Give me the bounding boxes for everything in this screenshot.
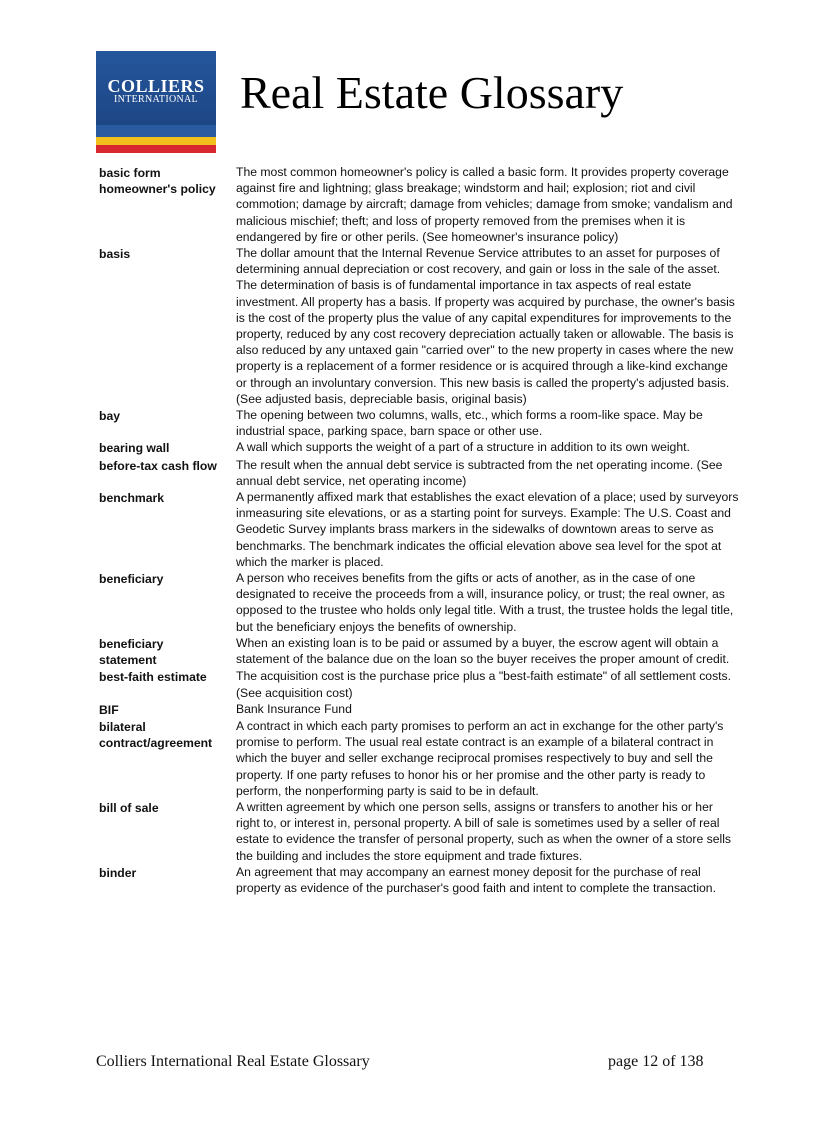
glossary-term: bearing wall	[99, 441, 170, 456]
glossary-entry	[99, 489, 739, 570]
logo-stripe-yellow	[96, 137, 216, 145]
glossary-definition: When an existing loan is to be paid or assumed by a buyer, the escrow agent will obtain a statement of the balance due on the loan so the buyer receives the proper amount of credit.	[236, 635, 730, 667]
glossary-term: bay	[99, 409, 121, 424]
glossary-list	[99, 164, 739, 896]
glossary-term: benchmark	[99, 491, 165, 506]
glossary-entry	[99, 864, 739, 896]
glossary-term: beneficiary statement	[99, 636, 164, 668]
logo-wordmark: COLLIERS	[107, 76, 205, 96]
glossary-definition: The result when the annual debt service is subtracted from the net operating income. (See annual debt service, net operating income)	[236, 457, 723, 488]
glossary-term: beneficiary	[99, 572, 164, 587]
glossary-definition: An agreement that may accompany an earnest money deposit for the purchase of real property as evidence of the purchaser's good faith and intent to complete the transaction.	[236, 864, 716, 895]
glossary-definition: A wall which supports the weight of a part of a structure in addition to its own weight.	[236, 440, 690, 455]
glossary-term: bilateral contract/agreement	[99, 719, 213, 751]
logo-subtitle: INTERNATIONAL	[114, 94, 198, 105]
glossary-entry	[99, 439, 739, 456]
glossary-definition: A person who receives benefits from the gifts or acts of another, as in the case of one designated to receive the proceeds from a will, insurance policy, or trust; the real owner, as opposed to the trustee who holds only legal title. With a trust, the trustee holds the legal title, but the beneficiary enjoys the benefits of ownership.	[236, 571, 734, 634]
glossary-entry	[99, 701, 739, 718]
glossary-term: before-tax cash flow	[99, 458, 217, 473]
glossary-term: basis	[99, 247, 131, 262]
glossary-definition: A written agreement by which one person sells, assigns or transfers to another his or her right to, or interest in, personal property. A bill of sale is sometimes used by a seller of real estate to evidence the transfer of personal property, such as when the owner of a store sells the building and includes the store equipment and trade fixtures.	[236, 799, 731, 863]
glossary-entry	[99, 407, 739, 439]
glossary-entry	[99, 457, 739, 489]
footer-page-number: page 12 of 138	[608, 1053, 704, 1070]
glossary-term: bill of sale	[99, 800, 159, 815]
glossary-definition: The opening between two columns, walls, etc., which forms a room-like space. May be industrial space, parking space, barn space or other use.	[236, 408, 703, 439]
logo-stripe-red	[96, 145, 216, 153]
glossary-term: best-faith estimate	[99, 670, 207, 685]
glossary-entry	[99, 245, 739, 407]
logo-stripe-blue	[96, 125, 216, 137]
glossary-term: basic form homeowner's policy	[99, 166, 216, 197]
page-title: Real Estate Glossary	[240, 67, 624, 118]
glossary-term: binder	[99, 865, 137, 880]
glossary-definition: Bank Insurance Fund	[236, 701, 352, 716]
glossary-definition: The acquisition cost is the purchase price plus a "best-faith estimate" of all settlement costs. (See acquisition cost)	[236, 669, 732, 700]
glossary-entry	[99, 164, 739, 245]
glossary-term: BIF	[99, 702, 119, 717]
glossary-entry	[99, 668, 739, 700]
colliers-logo	[96, 51, 216, 153]
glossary-entry	[99, 635, 739, 668]
glossary-definition: A permanently affixed mark that establishes the exact elevation of a place; used by surveyors inmeasuring site elevations, or as a starting point for surveys. Example: The U.S. Coast and Geodetic Survey implants brass markers in the sidewalks of downtown areas to serve as benchmarks. The benchmark indicates the official elevation above sea level for the spot at which the marker is placed.	[236, 490, 739, 569]
glossary-entry	[99, 799, 739, 864]
footer-document-title: Colliers International Real Estate Glossary	[96, 1053, 370, 1070]
glossary-entry	[99, 570, 739, 635]
glossary-definition: The dollar amount that the Internal Revenue Service attributes to an asset for purposes of determining annual depreciation or cost recovery, and gain or loss in the sale of the asset. The determination of basis is of fundamental importance in tax aspects of real estate investment. All property has a basis. If property was acquired by purchase, the owner's basis is the cost of the property plus the value of any capital expenditures for improvements to the property, reduced by any cost recovery depreciation actually taken or allowable. The basis is also reduced by any untaxed gain "carried over" to the new property in cases where the new property is a replacement of a former residence or is acquired through a like-kind exchange or through an involuntary conversion. This new basis is called the property's adjusted basis. (See adjusted basis, depreciable basis, original basis)	[236, 246, 735, 406]
glossary-definition: The most common homeowner's policy is called a basic form. It provides property coverage against fire and lightning; glass breakage; windstorm and hail; explosion; riot and civil commotion; damage by aircraft; damage from vehicles; damage from smoke; vandalism and malicious mischief; theft; and loss of property removed from the premises when it is endangered by fire or other perils. (See homeowner's insurance policy)	[236, 165, 733, 244]
glossary-entry	[99, 718, 739, 799]
glossary-definition: A contract in which each party promises to perform an act in exchange for the other party's promise to perform. The usual real estate contract is an example of a bilateral contract in which the buyer and seller exchange reciprocal promises respectively to buy and sell the property. If one party refuses to honor his or her promise and the other party is ready to perform, the nonperforming party is said to be in default.	[236, 718, 724, 798]
